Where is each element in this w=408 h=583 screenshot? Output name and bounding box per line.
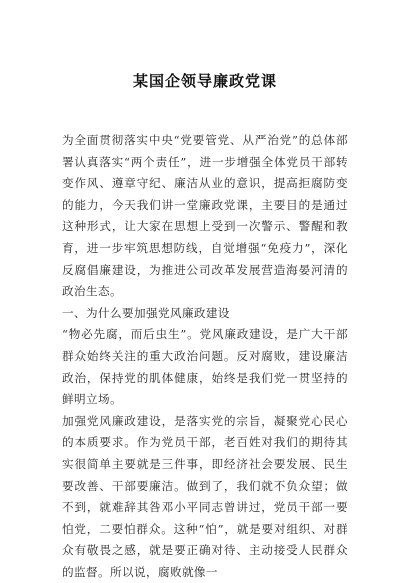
paragraph-purpose: 加强党风廉政建设，是落实党的宗旨，凝聚党心民心的本质要求。作为党员干部，老百姓对我们的期待其实很简单主要就是三件事，即经济社会要发展、民生要改善、干部要廉洁。做到了，我们就不负众望；做不到，就难辞其咎邓小平同志曾讲过，党员干部一要怕党，二要怕群众。这种“怕”，就是要对组织、对群众有敬畏之感，就是要正确对待、主动接受人民群众的监督。所以说，腐败就像一 — [62, 413, 348, 579]
section-heading: 一、为什么要加强党风廉政建设 — [62, 305, 230, 320]
paragraph-intro: 为全面贯彻落实中央“党要管党、从严治党”的总体部署认真落实“两个责任”，进一步增强全体党员干部转变作风、遵章守纪、廉洁从业的意识，提高拒腐防变的能力，今天我们讲一堂廉政党课，主要目的是通过这种形式，让大家在思想上受到一次警示、警醒和教育，进一步牢筑思想防线，自觉增强“免疫力”，深化反腐倡廉建设，为推进公司改革发展营造海晏河清的政治生态。 — [62, 133, 348, 299]
document-title: 某国企领导廉政党课 — [132, 72, 277, 90]
paragraph-quote: “物必先腐，而后虫生”。党风廉政建设，是广大干部群众始终关注的重大政治问题。反对腐败，建设廉洁政治，保持党的肌体健康，始终是我们党一贯坚持的鲜明立场。 — [62, 327, 348, 407]
document-body — [62, 130, 348, 583]
